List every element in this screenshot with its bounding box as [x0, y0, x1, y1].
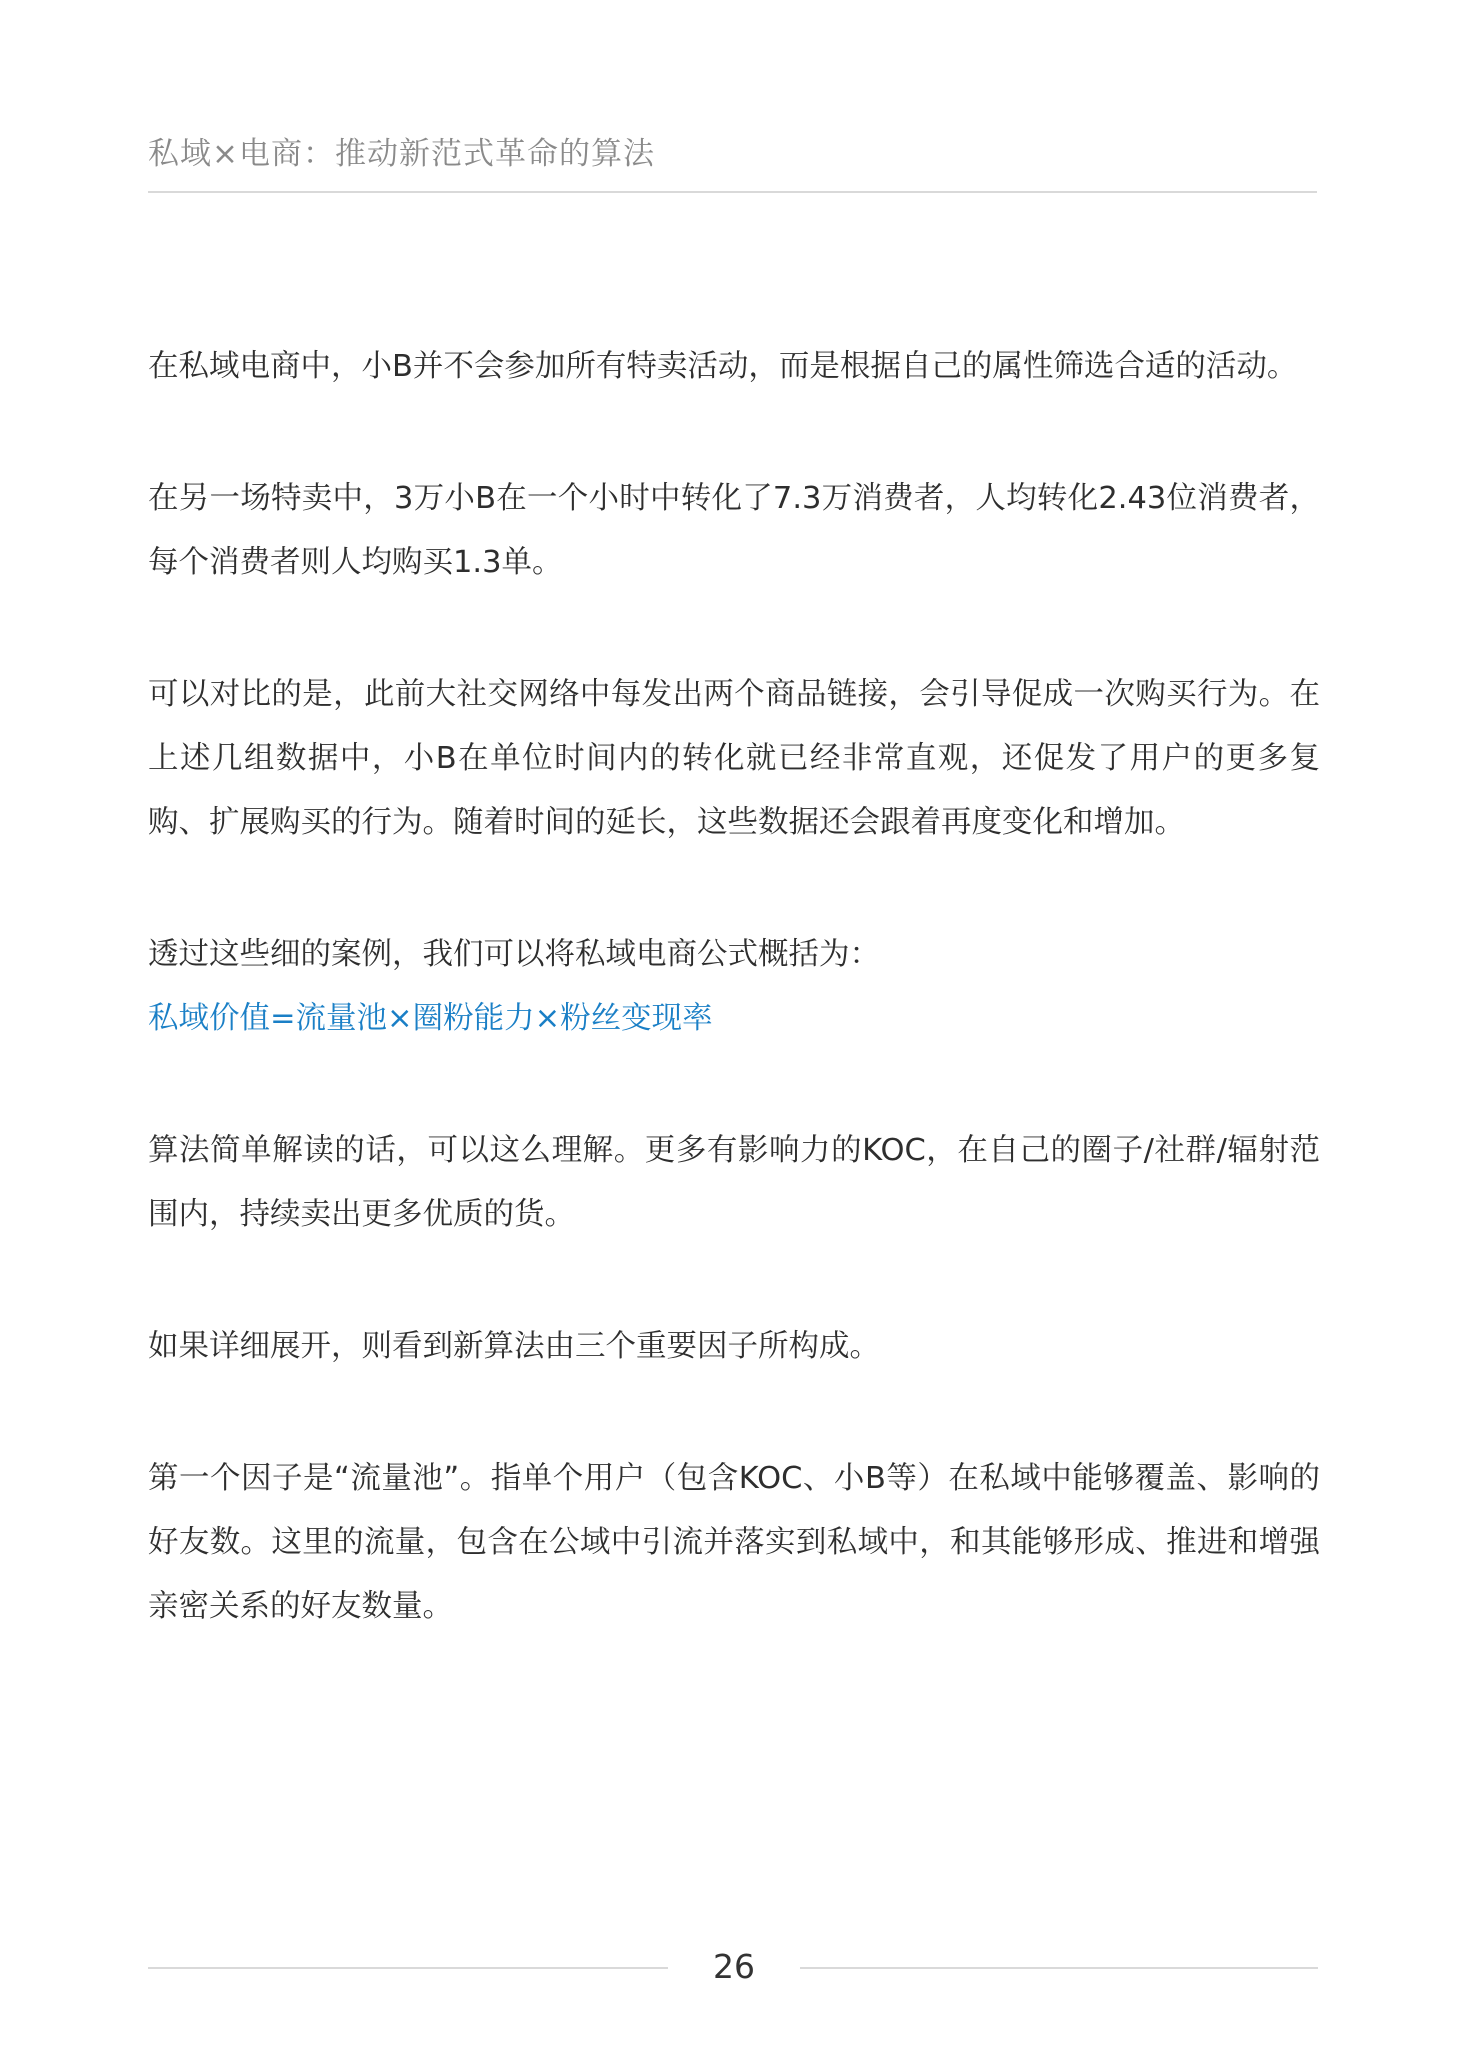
paragraph-6: 如果详细展开，则看到新算法由三个重要因子所构成。: [148, 1329, 880, 1364]
body-content: [148, 335, 1320, 1707]
paragraph-4-intro: 透过这些细的案例，我们可以将私域电商公式概括为：: [148, 937, 880, 972]
paragraph-1: 在私域电商中，小B并不会参加所有特卖活动，而是根据自己的属性筛选合适的活动。: [148, 349, 1298, 384]
footer-divider-left: [148, 1967, 668, 1969]
paragraph-5: 算法简单解读的话，可以这么理解。更多有影响力的KOC，在自己的圈子/社群/辐射范围内，持续卖出更多优质的货。: [148, 1133, 1320, 1232]
paragraph-7: 第一个因子是“流量池”。指单个用户（包含KOC、小B等）在私域中能够覆盖、影响的好友数。这里的流量，包含在公域中引流并落实到私域中，和其能够形成、推进和增强亲密关系的好友数量。: [148, 1461, 1320, 1624]
running-header-title: 私域×电商：推动新范式革命的算法: [148, 136, 655, 172]
footer-divider-right: [800, 1967, 1318, 1969]
formula-highlight: 私域价值=流量池×圈粉能力×粉丝变现率: [148, 1001, 713, 1036]
header-divider: [148, 191, 1317, 193]
paragraph-2: 在另一场特卖中，3万小B在一个小时中转化了7.3万消费者，人均转化2.43位消费者，每个消费者则人均购买1.3单。: [148, 481, 1320, 580]
paragraph-3: 可以对比的是，此前大社交网络中每发出两个商品链接，会引导促成一次购买行为。在上述几组数据中，小B在单位时间内的转化就已经非常直观，还促发了用户的更多复购、扩展购买的行为。随着时间的延长，这些数据还会跟着再度变化和增加。: [148, 677, 1320, 840]
page-number: 26: [713, 1947, 755, 1986]
